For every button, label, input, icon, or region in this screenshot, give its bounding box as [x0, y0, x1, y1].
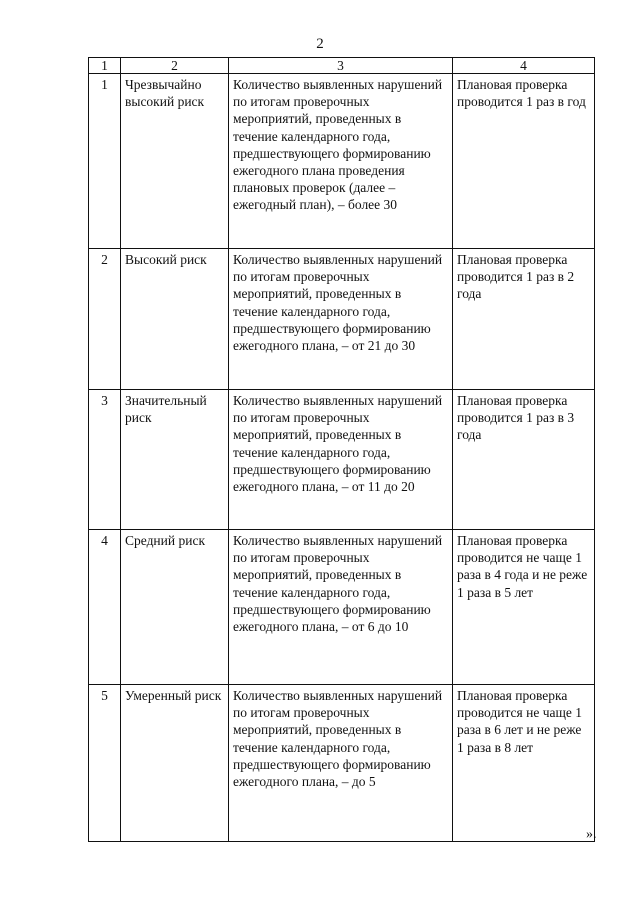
row-number: 5: [89, 685, 121, 842]
row-number: 3: [89, 390, 121, 530]
column-header: 2: [121, 58, 229, 74]
risk-criterion: Количество выявленных нарушений по итогам проверочных мероприятий, проведенных в течение календарного года, предшествующего формированию ежегодного плана, – от 11 до 20: [229, 390, 453, 530]
risk-category: Высокий риск: [121, 249, 229, 390]
inspection-frequency: Плановая проверка проводится 1 раз в 2 года: [453, 249, 595, 390]
row-number: 2: [89, 249, 121, 390]
risk-criterion: Количество выявленных нарушений по итогам проверочных мероприятий, проведенных в течение календарного года, предшествующего формированию ежегодного плана, – до 5: [229, 685, 453, 842]
page-number: 2: [316, 36, 324, 52]
row-number: 1: [89, 74, 121, 249]
row-number: 4: [89, 530, 121, 685]
column-header: 3: [229, 58, 453, 74]
table-row: [89, 685, 595, 842]
risk-category: Чрезвычайно высокий риск: [121, 74, 229, 249]
risk-category-table: [88, 57, 595, 842]
risk-criterion: Количество выявленных нарушений по итогам проверочных мероприятий, проведенных в течение календарного года, предшествующего формированию ежегодного плана проведения плановых проверок (далее – ежегодный план), – более 30: [229, 74, 453, 249]
risk-category: Значительный риск: [121, 390, 229, 530]
risk-category: Умеренный риск: [121, 685, 229, 842]
table-row: [89, 530, 595, 685]
risk-category: Средний риск: [121, 530, 229, 685]
table-row: [89, 390, 595, 530]
inspection-frequency: Плановая проверка проводится 1 раз в 3 года: [453, 390, 595, 530]
inspection-frequency: Плановая проверка проводится не чаще 1 раза в 4 года и не реже 1 раза в 5 лет: [453, 530, 595, 685]
table-header-row: [89, 58, 595, 74]
risk-criterion: Количество выявленных нарушений по итогам проверочных мероприятий, проведенных в течение календарного года, предшествующего формированию ежегодного плана, – от 6 до 10: [229, 530, 453, 685]
inspection-frequency: Плановая проверка проводится 1 раз в год: [453, 74, 595, 249]
risk-criterion: Количество выявленных нарушений по итогам проверочных мероприятий, проведенных в течение календарного года, предшествующего формированию ежегодного плана, – от 21 до 30: [229, 249, 453, 390]
column-header: 1: [89, 58, 121, 74]
table-row: [89, 249, 595, 390]
closing-quote-mark: ».: [586, 827, 597, 842]
inspection-frequency: Плановая проверка проводится не чаще 1 раза в 6 лет и не реже 1 раза в 8 лет: [453, 685, 595, 842]
table-row: [89, 74, 595, 249]
column-header: 4: [453, 58, 595, 74]
